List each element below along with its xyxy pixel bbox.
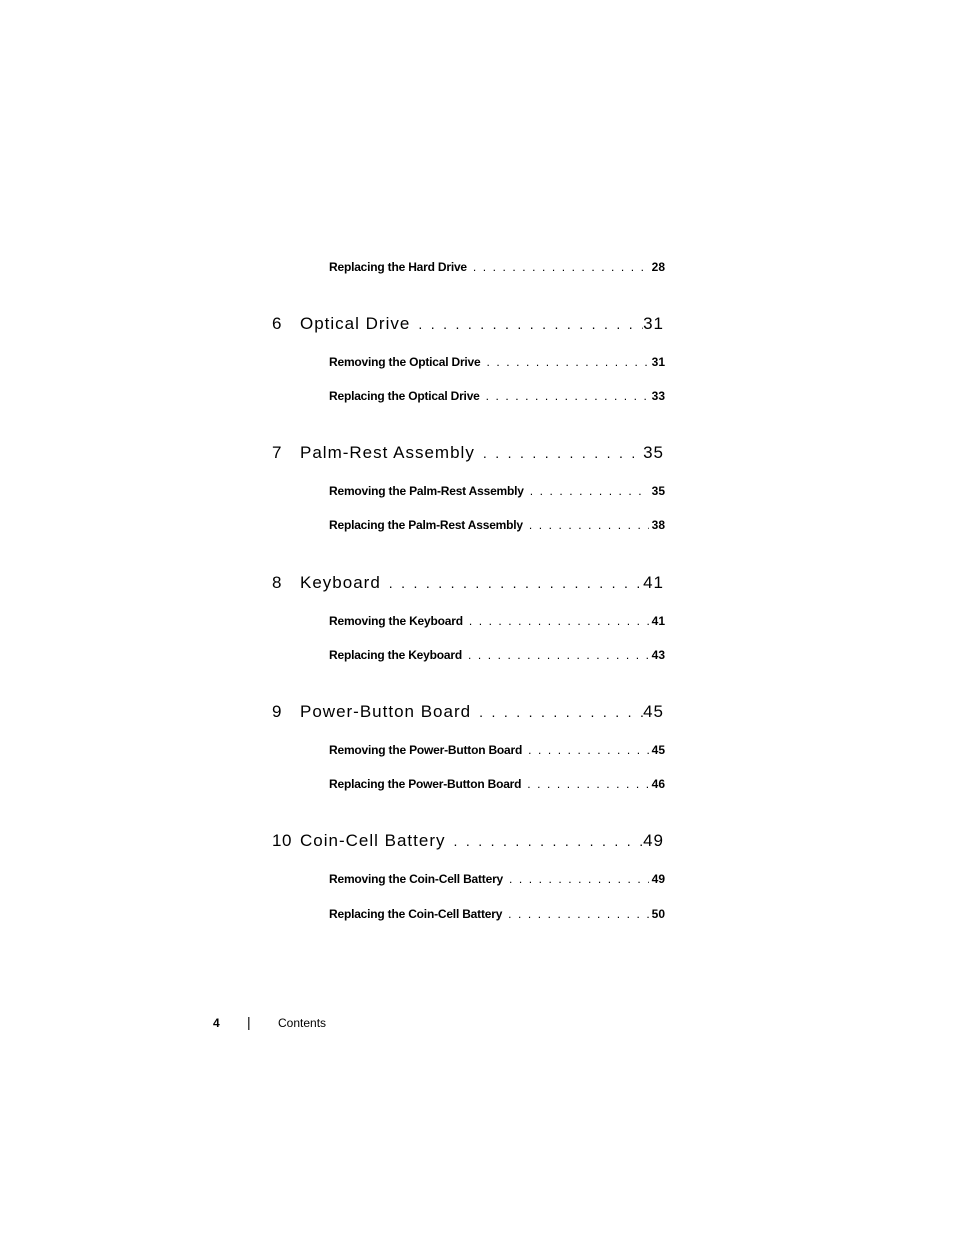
- chapter-title: Power-Button Board: [300, 702, 472, 721]
- dot-leader: [479, 704, 643, 720]
- chapter-page: 35: [643, 443, 664, 462]
- footer-section-label: Contents: [278, 1016, 327, 1030]
- toc-entry-title: Replacing the Palm-Rest Assembly: [329, 518, 523, 532]
- toc-entry-title: Removing the Coin-Cell Battery: [329, 872, 504, 886]
- chapter-title: Optical Drive: [300, 314, 411, 333]
- dot-leader: [473, 260, 649, 274]
- chapter-page: 45: [643, 702, 664, 721]
- toc-chapter-8[interactable]: [272, 573, 664, 593]
- chapter-number: 8: [272, 573, 282, 592]
- toc-entry-replacing-palm-rest[interactable]: [329, 518, 665, 532]
- dot-leader: [528, 743, 649, 757]
- page-number: 4: [213, 1016, 220, 1030]
- toc-entry-page: 28: [651, 260, 665, 274]
- toc-entry-page: 31: [651, 355, 665, 369]
- dot-leader: [527, 777, 649, 791]
- toc-entry-replacing-power-button-board[interactable]: [329, 777, 665, 791]
- toc-entry-replacing-coin-cell-battery[interactable]: [329, 907, 665, 921]
- chapter-page: 49: [643, 831, 664, 850]
- chapter-page: 31: [643, 314, 664, 333]
- toc-entry-title: Replacing the Coin-Cell Battery: [329, 907, 503, 921]
- toc-entry-page: 35: [651, 484, 665, 498]
- dot-leader: [487, 355, 649, 369]
- dot-leader: [509, 872, 649, 886]
- toc-entry-page: 43: [651, 648, 665, 662]
- dot-leader: [454, 833, 644, 849]
- toc-entry-page: 45: [651, 743, 665, 757]
- chapter-number: 9: [272, 702, 282, 721]
- toc-entry-title: Removing the Optical Drive: [329, 355, 481, 369]
- toc-entry-title: Removing the Power-Button Board: [329, 743, 523, 757]
- toc-entry-title: Replacing the Hard Drive: [329, 260, 467, 274]
- chapter-title: Keyboard: [300, 573, 381, 592]
- toc-chapter-10[interactable]: [272, 831, 664, 851]
- toc-chapter-9[interactable]: [272, 702, 664, 722]
- toc-entry-page: 38: [651, 518, 665, 532]
- toc-entry-title: Removing the Palm-Rest Assembly: [329, 484, 524, 498]
- toc-entry-title: Removing the Keyboard: [329, 614, 463, 628]
- toc-chapter-7[interactable]: [272, 443, 664, 463]
- toc-entry-replacing-keyboard[interactable]: [329, 648, 665, 662]
- chapter-number: 6: [272, 314, 282, 333]
- chapter-number: 10: [272, 831, 292, 850]
- dot-leader: [529, 518, 649, 532]
- dot-leader: [468, 648, 649, 662]
- toc-entry-title: Replacing the Optical Drive: [329, 389, 480, 403]
- toc-entry-page: 49: [651, 872, 665, 886]
- chapter-title: Palm-Rest Assembly: [300, 443, 475, 462]
- dot-leader: [389, 575, 643, 591]
- dot-leader: [508, 907, 649, 921]
- dot-leader: [483, 445, 643, 461]
- chapter-number: 7: [272, 443, 282, 462]
- toc-entry-removing-optical-drive[interactable]: [329, 355, 665, 369]
- toc-chapter-6[interactable]: [272, 314, 664, 334]
- toc-entry-replacing-hard-drive[interactable]: [329, 260, 665, 274]
- toc-entry-page: 46: [651, 777, 665, 791]
- dot-leader: [486, 389, 649, 403]
- dot-leader: [530, 484, 649, 498]
- toc-entry-title: Replacing the Keyboard: [329, 648, 462, 662]
- footer-separator: |: [247, 1014, 251, 1030]
- toc-entry-removing-keyboard[interactable]: [329, 614, 665, 628]
- chapter-title: Coin-Cell Battery: [300, 831, 446, 850]
- toc-entry-removing-coin-cell-battery[interactable]: [329, 872, 665, 886]
- toc-entry-title: Replacing the Power-Button Board: [329, 777, 522, 791]
- toc-entry-removing-palm-rest[interactable]: [329, 484, 665, 498]
- chapter-page: 41: [643, 573, 664, 592]
- toc-entry-removing-power-button-board[interactable]: [329, 743, 665, 757]
- toc-entry-replacing-optical-drive[interactable]: [329, 389, 665, 403]
- toc-entry-page: 50: [651, 907, 665, 921]
- dot-leader: [469, 614, 649, 628]
- toc-entry-page: 33: [651, 389, 665, 403]
- dot-leader: [418, 316, 643, 332]
- toc-entry-page: 41: [651, 614, 665, 628]
